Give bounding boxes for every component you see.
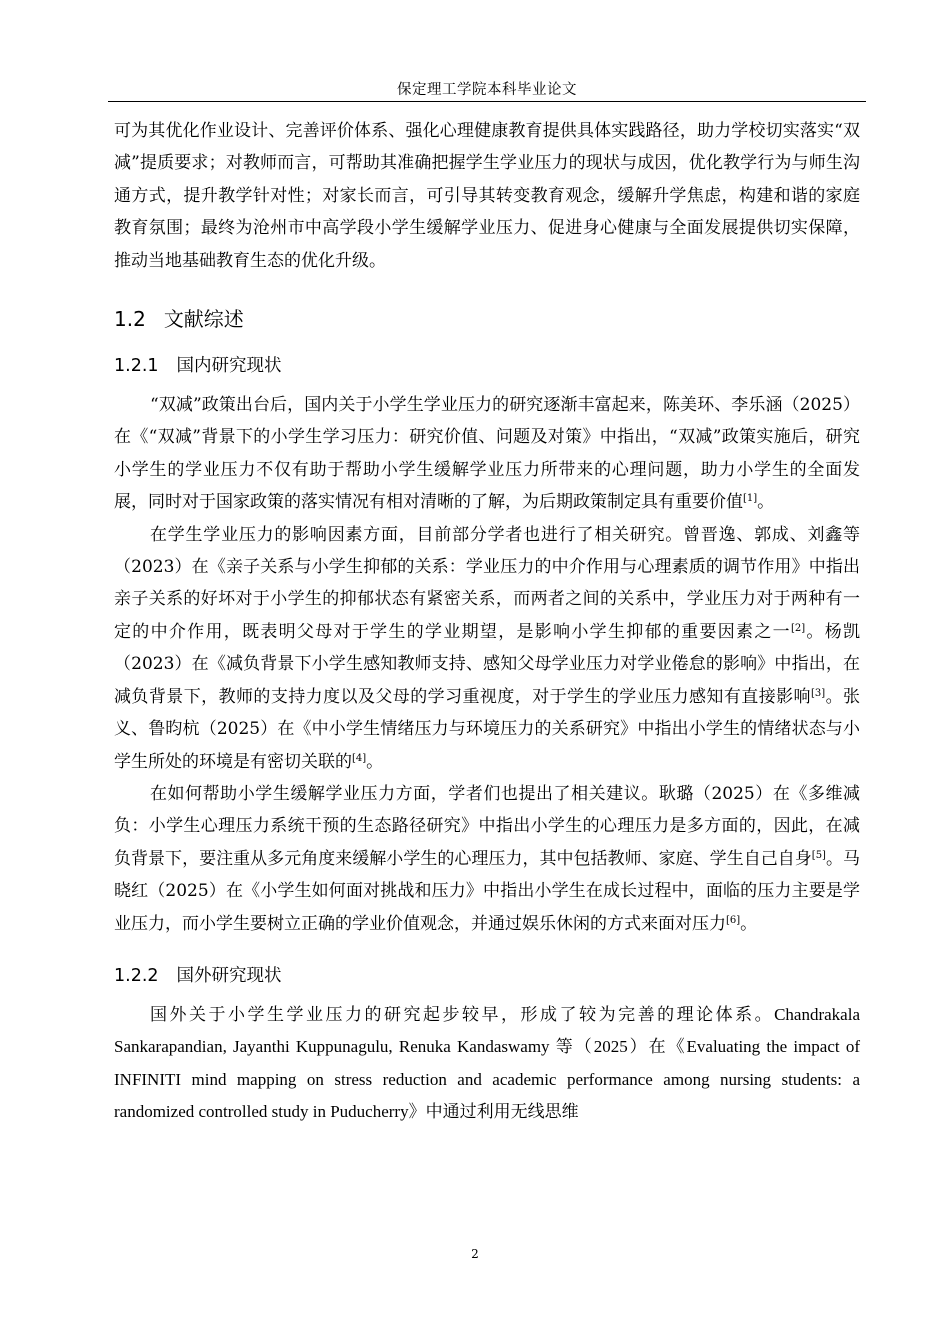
body-text [114,115,860,1129]
paragraph-text: 在学生学业压力的影响因素方面，目前部分学者也进行了相关研究。曾晋逸、郭成、刘鑫等（2023）在《亲子关系与小学生抑郁的关系：学业压力的中介作用与心理素质的调节作用》中指出亲子关系的好坏对于小学生的抑郁状态有紧密关系，而两者之间的关系中，学业压力对于两种有一定的中介作用，既表明父母对于学生的学业期望，是影响小学生抑郁的重要因素之一 [114,524,860,642]
subsection-number: 1.2.2 [114,965,159,986]
paragraph-text: 。 [366,751,384,772]
running-header: 保定理工学院本科毕业论文 [397,82,577,98]
citation-ref-1[interactable]: [1] [743,493,758,505]
subsection-heading-1-2-1 [114,352,860,377]
paragraph-text: 。张义、鲁昀杭（2025）在《中小学生情绪压力与环境压力的关系研究》中指出小学生的情绪状态与小学生所处的环境是有密切关联的 [114,686,861,772]
paragraph-domestic-1 [114,389,860,519]
paragraph-text: 。 [740,913,758,934]
citation-ref-3[interactable]: [3] [810,687,826,699]
subsection-heading-1-2-2 [114,962,860,987]
citation-ref-4[interactable]: [4] [352,752,367,764]
paragraph-domestic-3 [114,778,860,940]
section-number: 1.2 [114,307,146,332]
paragraph-intro-continuation: 可为其优化作业设计、完善评价体系、强化心理健康教育提供具体实践路径，助力学校切实落实“双减”提质要求；对教师而言，可帮助其准确把握学生学业压力的现状与成因，优化教学行为与师生沟通方式，提升教学针对性；对家长而言，可引导其转变教育观念，缓解升学焦虑，构建和谐的家庭教育氛围；最终为沧州市中高学段小学生缓解学业压力、促进身心健康与全面发展提供切实保障，推动当地基础教育生态的优化升级。 [114,121,860,271]
paragraph-domestic-2 [114,519,860,778]
subsection-number: 1.2.1 [114,356,159,377]
subsection-title: 国内研究现状 [176,356,282,377]
header-rule [108,101,866,102]
paragraph-text: 在如何帮助小学生缓解学业压力方面，学者们也提出了相关建议。耿璐（2025）在《多维减负：小学生心理压力系统干预的生态路径研究》中指出小学生的心理压力是多方面的，因此，在减负背景下，要注重从多元角度来缓解小学生的心理压力，其中包括教师、家庭、学生自己自身 [114,783,860,869]
citation-ref-2[interactable]: [2] [790,622,806,634]
subsection-title: 国外研究现状 [176,965,282,986]
paragraph-text: “双减”政策出台后，国内关于小学生学业压力的研究逐渐丰富起来，陈美环、李乐涵（2025）在《“双减”背景下的小学生学习压力：研究价值、问题及对策》中指出，“双减”政策实施后，研究小学生的学业压力不仅有助于帮助小学生缓解学业压力所带来的心理问题，助力小学生的全面发展，同时对于国家政策的落实情况有相对清晰的了解，为后期政策制定具有重要价值 [114,395,860,513]
paragraph-text: 。杨凯（2023）在《减负背景下小学生感知教师支持、感知父母学业压力对学业倦怠的影响》中指出，在减负背景下，教师的支持力度以及父母的学习重视度，对于学生的学业压力感知有直接影响 [114,621,861,707]
paragraph-text: 。马晓红（2025）在《小学生如何面对挑战和压力》中指出小学生在成长过程中，面临的压力主要是学业压力，而小学生要树立正确的学业价值观念，并通过娱乐休闲的方式来面对压力 [114,848,861,934]
citation-ref-5[interactable]: [5] [811,849,826,861]
paragraph-text: 。 [757,492,775,513]
section-title: 文献综述 [163,307,244,332]
page-number: 2 [471,1247,479,1261]
paragraph-foreign-1: 国外关于小学生学业压力的研究起步较早，形成了较为完善的理论体系。Chandrakala Sankarapandian, Jayanthi Kuppunagulu, Renuka Kandaswamy 等（2025）在《Evaluating the impact of INFINITI mind mapping on stress reduction and academic performance among nursing students: a randomized controlled study in Puducherry》中通过利用无线思维 [114,1004,860,1122]
citation-ref-6[interactable]: [6] [726,914,741,926]
section-heading-1-2 [114,303,860,332]
